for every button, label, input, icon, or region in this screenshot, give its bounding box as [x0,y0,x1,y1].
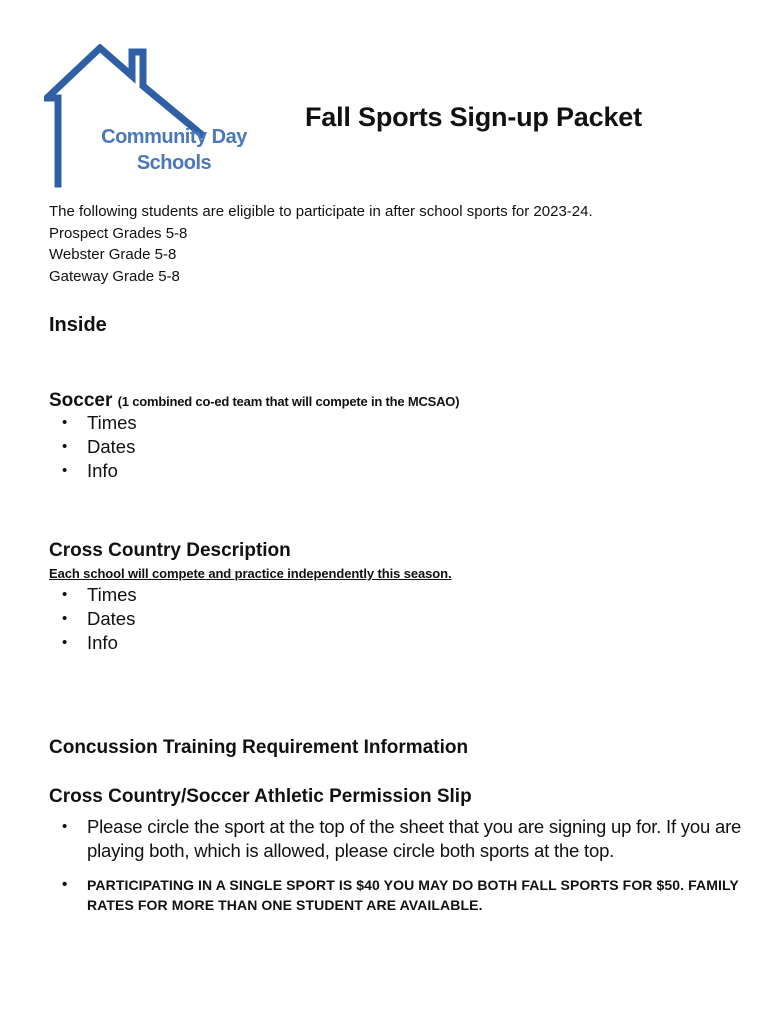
list-item: • Info [60,459,137,483]
intro-line: The following students are eligible to participate in after school sports for 2023-24. [49,203,593,220]
inside-heading: Inside [49,314,107,336]
pricing-note: • PARTICIPATING IN A SINGLE SPORT IS $40 YOU MAY DO BOTH FALL SPORTS FOR $50. FAMILY RATES FOR MORE THAN ONE STUDENT ARE AVAILABLE. [60,875,750,915]
cross-country-heading: Cross Country Description [49,540,291,561]
list-item: • Dates [60,607,137,631]
circle-sport-note: • Please circle the sport at the top of the sheet that you are signing up for. If you are playing both, which is allowed, please circle both sports at the top. [60,815,750,863]
soccer-list [60,411,137,483]
logo-line-1: Community Day [101,126,247,148]
permission-slip-heading: Cross Country/Soccer Athletic Permission Slip [49,786,472,807]
soccer-note: (1 combined co-ed team that will compete in the MCSAO) [117,394,460,409]
logo-text [90,124,258,176]
list-item: • Dates [60,435,137,459]
page-title: Fall Sports Sign-up Packet [305,102,642,132]
cross-country-list [60,583,137,655]
logo-line-2: Schools [136,152,212,174]
concussion-heading: Concussion Training Requirement Information [49,737,469,758]
cross-country-note: Each school will compete and practice independently this season. [49,566,452,581]
soccer-title: Soccer [49,390,113,411]
intro-line: Webster Grade 5-8 [49,246,177,263]
intro-line: Gateway Grade 5-8 [49,267,180,285]
intro-line: Prospect Grades 5-8 [49,224,188,242]
permission-notes [60,815,750,915]
list-item: • Times [60,583,137,607]
school-logo [44,44,264,194]
eligibility-intro [49,201,593,287]
list-item: • Info [60,631,137,655]
list-item: • Times [60,411,137,435]
soccer-heading [49,390,459,412]
